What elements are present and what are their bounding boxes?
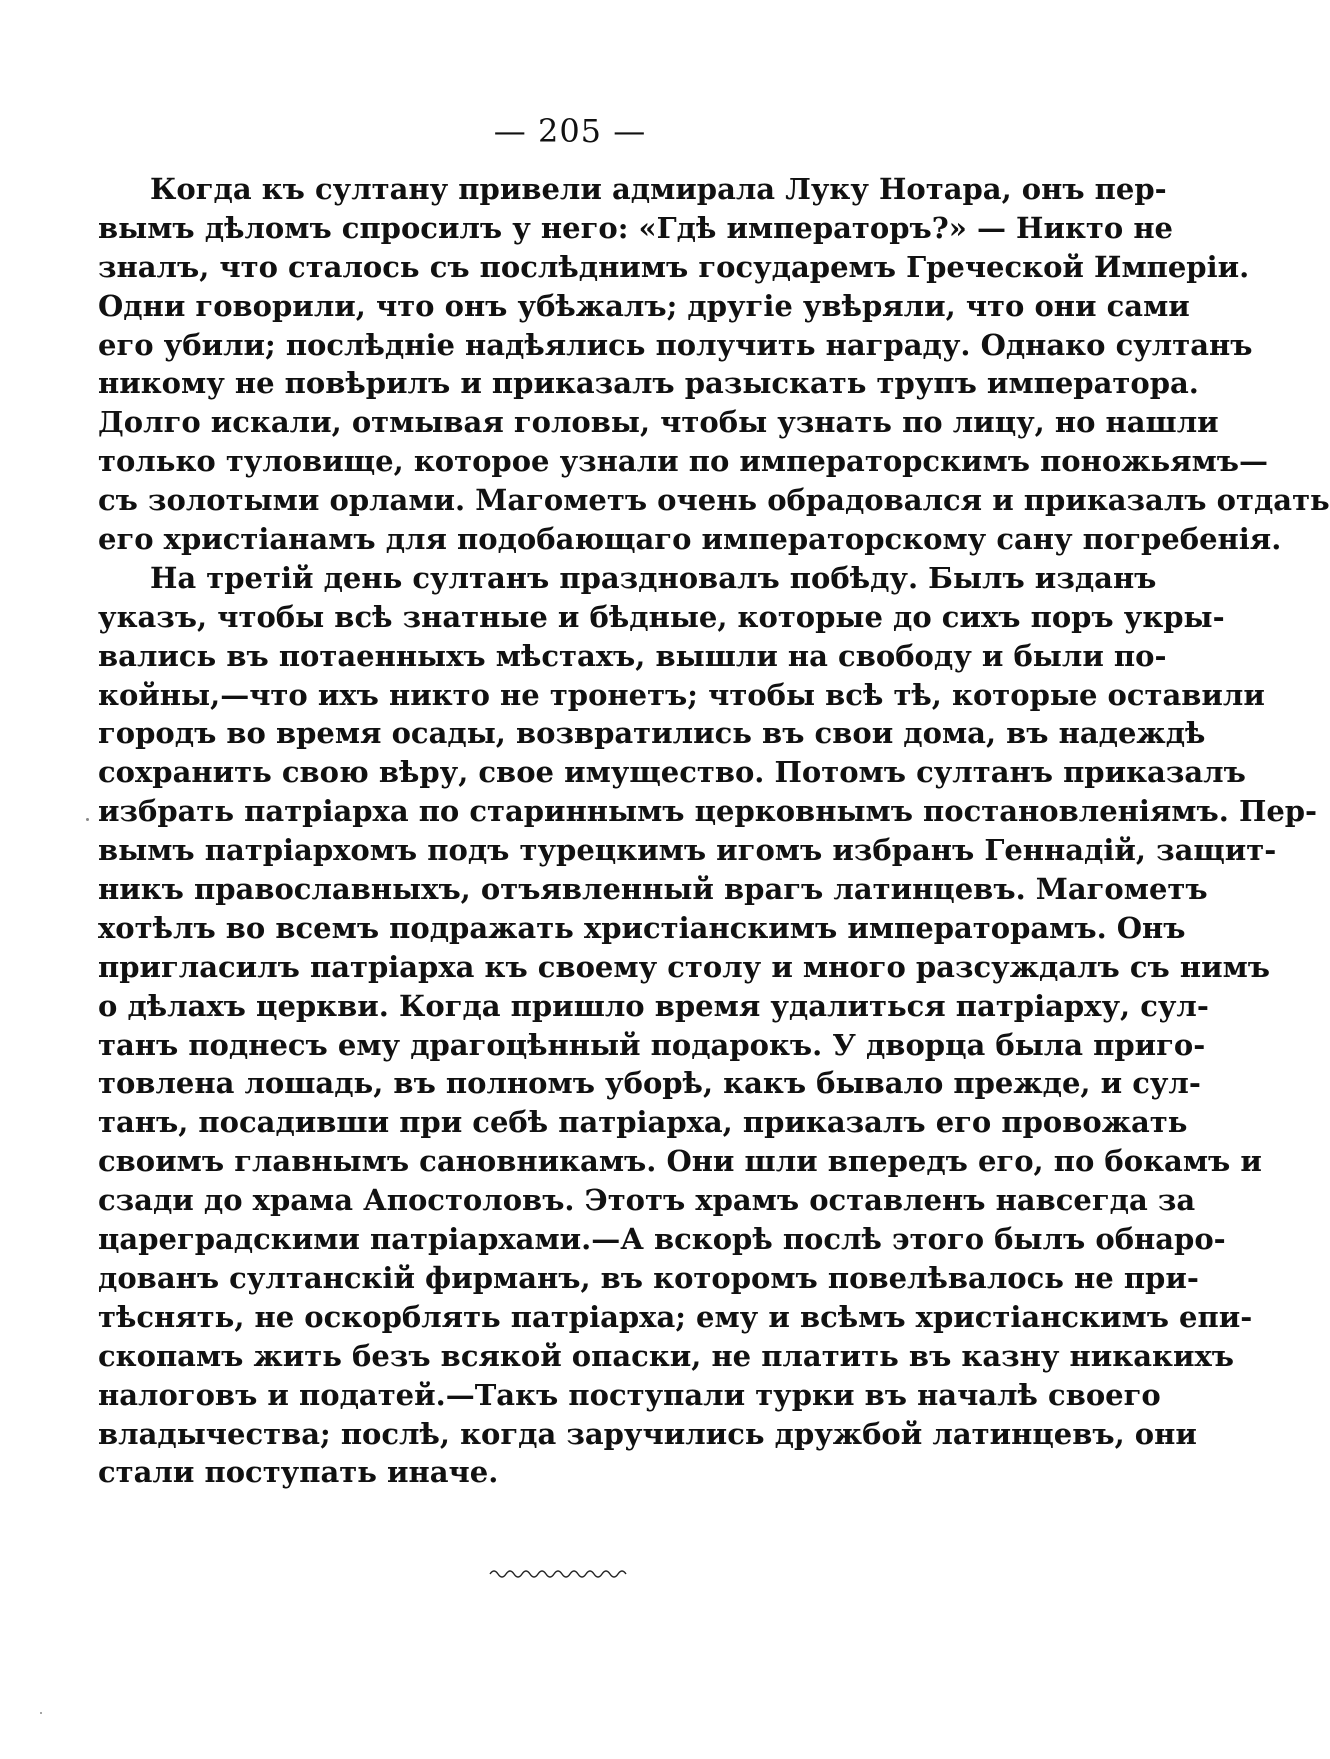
page-number: — 205 —: [493, 112, 647, 150]
body-text: [98, 170, 1330, 1492]
paragraph-2: [98, 559, 1318, 1492]
text-line: танъ, посадивши при себѣ патріарха, приказалъ его провожать: [98, 1105, 1188, 1140]
text-line: хотѣлъ во всемъ подражать христіанскимъ императорамъ. Онъ: [98, 910, 1186, 945]
wavy-ornament-icon: [488, 1566, 628, 1580]
text-line: вымъ дѣломъ спросилъ у него: «Гдѣ императоръ?» — Никто не: [98, 210, 1173, 245]
text-line: зналъ, что сталось съ послѣднимъ государемъ Греческой Имперіи.: [98, 249, 1250, 284]
text-line: о дѣлахъ церкви. Когда пришло время удалиться патріарху, сул-: [98, 988, 1209, 1023]
text-line: танъ поднесъ ему драгоцѣнный подарокъ. У дворца была приго-: [98, 1027, 1206, 1062]
text-line: Когда къ султану привели адмирала Луку Нотара, онъ пер-: [150, 172, 1167, 206]
text-line: его христіанамъ для подобающаго императорскому сану погребенія.: [98, 522, 1282, 557]
paragraph-1: [98, 170, 1330, 559]
text-line: товлена лошадь, въ полномъ уборѣ, какъ бывало прежде, и сул-: [98, 1066, 1201, 1101]
text-line: никому не повѣрилъ и приказалъ разыскать трупъ императора.: [98, 366, 1199, 401]
text-line: избрать патріарха по стариннымъ церковнымъ постановленіямъ. Пер-: [98, 794, 1318, 829]
text-line: На третій день султанъ праздновалъ побѣду. Былъ изданъ: [150, 560, 1157, 595]
text-line: его убили; послѣдніе надѣялись получить награду. Однако султанъ: [98, 327, 1253, 362]
text-line: указъ, чтобы всѣ знатные и бѣдные, которые до сихъ поръ укры-: [98, 599, 1225, 634]
text-line: Одни говорили, что онъ убѣжалъ; другіе увѣряли, что они сами: [98, 288, 1190, 323]
text-line: сохранить свою вѣру, свое имущество. Потомъ султанъ приказалъ: [98, 755, 1246, 790]
text-line: пригласилъ патріарха къ своему столу и много разсуждалъ съ нимъ: [98, 949, 1271, 984]
text-line: сзади до храма Апостоловъ. Этотъ храмъ оставленъ навсегда за: [98, 1183, 1196, 1218]
text-line: тѣснять, не оскорблять патріарха; ему и всѣмъ христіанскимъ епи-: [98, 1299, 1253, 1334]
text-line: никъ православныхъ, отъявленный врагъ латинцевъ. Магометъ: [98, 872, 1208, 907]
text-line: вались въ потаенныхъ мѣстахъ, вышли на свободу и были по-: [98, 638, 1167, 673]
text-line: скопамъ жить безъ всякой опаски, не платить въ казну никакихъ: [98, 1338, 1234, 1373]
text-line: стали поступать иначе.: [98, 1455, 499, 1490]
text-line: своимъ главнымъ сановникамъ. Они шли впередъ его, по бокамъ и: [98, 1144, 1262, 1179]
text-line: владычества; послѣ, когда заручились дружбой латинцевъ, они: [98, 1416, 1197, 1451]
text-line: цареградскими патріархами.—А вскорѣ послѣ этого былъ обнаро-: [98, 1222, 1226, 1257]
text-line: Долго искали, отмывая головы, чтобы узнать по лицу, но нашли: [98, 405, 1219, 440]
text-line: только туловище, которое узнали по императорскимъ поножьямъ—: [98, 444, 1269, 479]
text-line: съ золотыми орлами. Магометъ очень обрадовался и приказалъ отдать: [98, 483, 1330, 518]
paper-speck: [40, 1712, 42, 1714]
text-line: дованъ султанскій фирманъ, въ которомъ повелѣвалось не при-: [98, 1260, 1199, 1295]
text-line: налоговъ и податей.—Такъ поступали турки въ началѣ своего: [98, 1377, 1161, 1412]
text-line: городъ во время осады, возвратились въ свои дома, въ надеждѣ: [98, 716, 1206, 751]
text-line: койны,—что ихъ никто не тронетъ; чтобы всѣ тѣ, которые оставили: [98, 677, 1265, 712]
text-line: вымъ патріархомъ подъ турецкимъ игомъ избранъ Геннадій, защит-: [98, 833, 1277, 868]
paper-speck: [86, 818, 89, 821]
